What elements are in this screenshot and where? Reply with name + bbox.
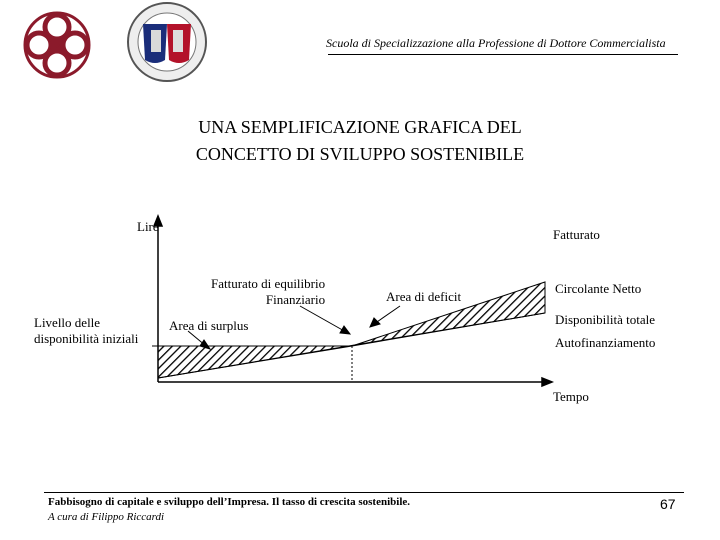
autofinanziamento-label: Autofinanziamento <box>555 335 656 350</box>
page-title-line-1: UNA SEMPLIFICAZIONE GRAFICA DEL <box>198 117 522 137</box>
equilibrium-label-line-1: Fatturato di equilibrio <box>211 276 326 291</box>
footer-author: A cura di Filippo Riccardi <box>48 511 165 523</box>
fatturato-label: Fatturato <box>553 227 600 242</box>
header-title: Scuola di Specializzazione alla Professione di Dottore Commercialista <box>326 36 666 50</box>
circolante-netto-label: Circolante Netto <box>555 281 642 296</box>
equilibrium-label-line-2: Finanziario <box>265 292 326 307</box>
deficit-arrow <box>370 306 400 327</box>
y-axis-label: Lire <box>137 219 159 234</box>
header-divider <box>328 54 678 55</box>
surplus-label: Area di surplus <box>169 318 249 333</box>
celtic-knot-logo-icon <box>25 13 89 77</box>
university-seal-icon <box>128 3 206 81</box>
footer-divider <box>44 492 684 493</box>
initial-level-label-line-1: Livello delle <box>34 315 101 330</box>
page-title-line-2: CONCETTO DI SVILUPPO SOSTENIBILE <box>195 144 525 164</box>
page-title <box>0 114 720 168</box>
equilibrium-label <box>211 276 325 308</box>
initial-level-label <box>34 315 138 347</box>
page-number: 67 <box>660 496 676 512</box>
x-axis-label: Tempo <box>553 389 589 404</box>
equilibrium-arrow <box>300 306 350 334</box>
footer-title: Fabbisogno di capitale e sviluppo dell’Impresa. Il tasso di crescita sostenibile. <box>48 496 411 508</box>
deficit-label: Area di deficit <box>386 289 462 304</box>
initial-level-label-line-2: disponibilità iniziali <box>34 331 139 346</box>
disponibilita-totale-label: Disponibilità totale <box>555 312 656 327</box>
